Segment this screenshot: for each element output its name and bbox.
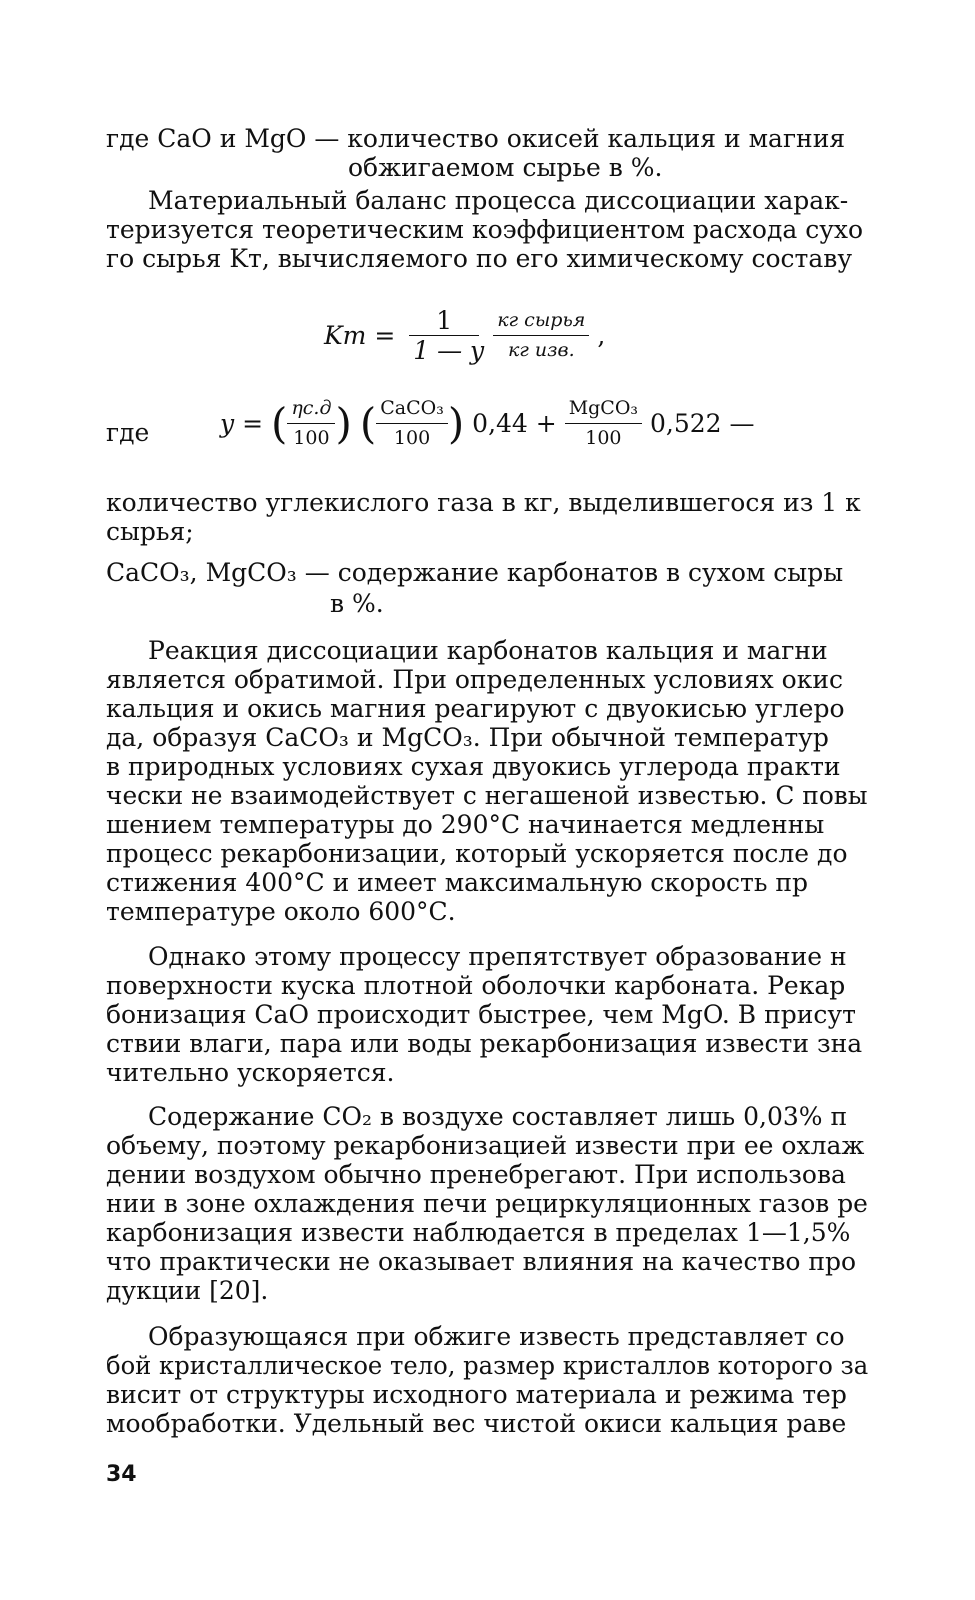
text-line: Образующаяся при обжиге известь представляет со [148, 1322, 845, 1351]
text-line: сырья; [106, 517, 194, 546]
formula-kt-unit-numerator: кг сырья [493, 306, 589, 336]
formula-y-lhs: y = [220, 409, 264, 438]
text-line: карбонизация извести наблюдается в пределах 1—1,5% [106, 1218, 851, 1247]
formula-y-where: где [106, 418, 150, 447]
formula-y-fraction-mgco3 [565, 394, 642, 453]
text-line: поверхности куска плотной оболочки карбоната. Рекар [106, 971, 846, 1000]
text-line: температуре около 600°С. [106, 897, 456, 926]
formula-y-eta-denominator: 100 [293, 427, 330, 449]
text-line: количество углекислого газа в кг, выделившегося из 1 к [106, 488, 861, 517]
formula-y: y = ( $\frac{\eta с.д}{100}$ ) ( $\frac{\text{CaCO₃}}{100}$ ) 0,44 + $\frac{\text{MgCO₃}}{100}$ 0,522 — [220, 394, 755, 464]
text-line: процесс рекарбонизации, который ускоряется после до [106, 839, 848, 868]
formula-y-fraction-eta [287, 394, 335, 453]
formula-y-fraction-caco3 [376, 394, 448, 453]
text-line: го сырья Kт, вычисляемого по его химическому составу [106, 244, 853, 273]
formula-kt-denominator: 1 — y [413, 336, 485, 365]
text-line: нии в зоне охлаждения печи рециркуляционных газов ре [106, 1189, 868, 1218]
text-line: Содержание CO₂ в воздухе составляет лишь 0,03% п [148, 1102, 848, 1131]
text-line: теризуется теоретическим коэффициентом расхода сухо [106, 215, 864, 244]
formula-y-coef2: 0,522 — [650, 409, 755, 438]
text-line: Однако этому процессу препятствует образование н [148, 942, 847, 971]
text-line: является обратимой. При определенных условиях окис [106, 665, 843, 694]
formula-kt-unit-denominator: кг изв. [507, 339, 575, 361]
text-line: Реакция диссоциации карбонатов кальция и магни [148, 636, 828, 665]
formula-y-coef1: 0,44 + [472, 409, 557, 438]
text-line: дении воздухом обычно пренебрегают. При использова [106, 1160, 846, 1189]
text-line: бонизация CaO происходит быстрее, чем MgO. В присут [106, 1000, 856, 1029]
formula-y-caco3-denominator: 100 [393, 427, 431, 449]
text-line: мообработки. Удельный вес чистой окиси кальция раве [106, 1409, 847, 1438]
text-line: да, образуя CaCO₃ и MgCO₃. При обычной температур [106, 723, 829, 752]
text-line: дукции [20]. [106, 1276, 269, 1305]
text-line: Материальный баланс процесса диссоциации харак- [148, 186, 849, 215]
formula-y-mgco3-numerator: MgCO₃ [565, 394, 642, 424]
formula-kt-comma: , [597, 321, 606, 350]
formula-y-caco3-numerator: CaCO₃ [376, 394, 448, 424]
definition-cao-mgo: где CaO и MgO — количество окисей кальция и магния [106, 124, 846, 153]
formula-y-eta-numerator: ηс.д [287, 394, 335, 424]
text-line: стижения 400°С и имеет максимальную скорость пр [106, 868, 809, 897]
text-line: чески не взаимодействует с негашеной известью. С повы [106, 781, 868, 810]
text-line: чительно ускоряется. [106, 1058, 395, 1087]
formula-y-mgco3-denominator: 100 [585, 427, 622, 449]
definition-carbonates: CaCO₃, MgCO₃ — содержание карбонатов в сухом сыры [106, 558, 844, 587]
page-number: 34 [106, 1462, 137, 1487]
text-line: что практически не оказывает влияния на качество про [106, 1247, 857, 1276]
text-line: кальция и окись магния реагируют с двуокисью углеро [106, 694, 845, 723]
text-line: висит от структуры исходного материала и режима тер [106, 1380, 847, 1409]
formula-kt-lhs: Kт = [324, 321, 396, 350]
formula-kt-fraction [409, 306, 485, 365]
definition-cao-mgo-cont: обжигаемом сырье в %. [348, 153, 663, 182]
definition-carbonates-cont: в %. [330, 589, 384, 618]
text-line: шением температуры до 290°С начинается медленны [106, 810, 825, 839]
formula-kt [324, 306, 605, 376]
text-line: в природных условиях сухая двуокись углерода практи [106, 752, 841, 781]
formula-kt-units [493, 306, 589, 365]
text-line: объему, поэтому рекарбонизацией извести при ее охлаж [106, 1131, 865, 1160]
text-line: ствии влаги, пара или воды рекарбонизация извести зна [106, 1029, 863, 1058]
text-line: бой кристаллическое тело, размер кристаллов которого за [106, 1351, 869, 1380]
formula-kt-numerator: 1 [409, 306, 479, 336]
